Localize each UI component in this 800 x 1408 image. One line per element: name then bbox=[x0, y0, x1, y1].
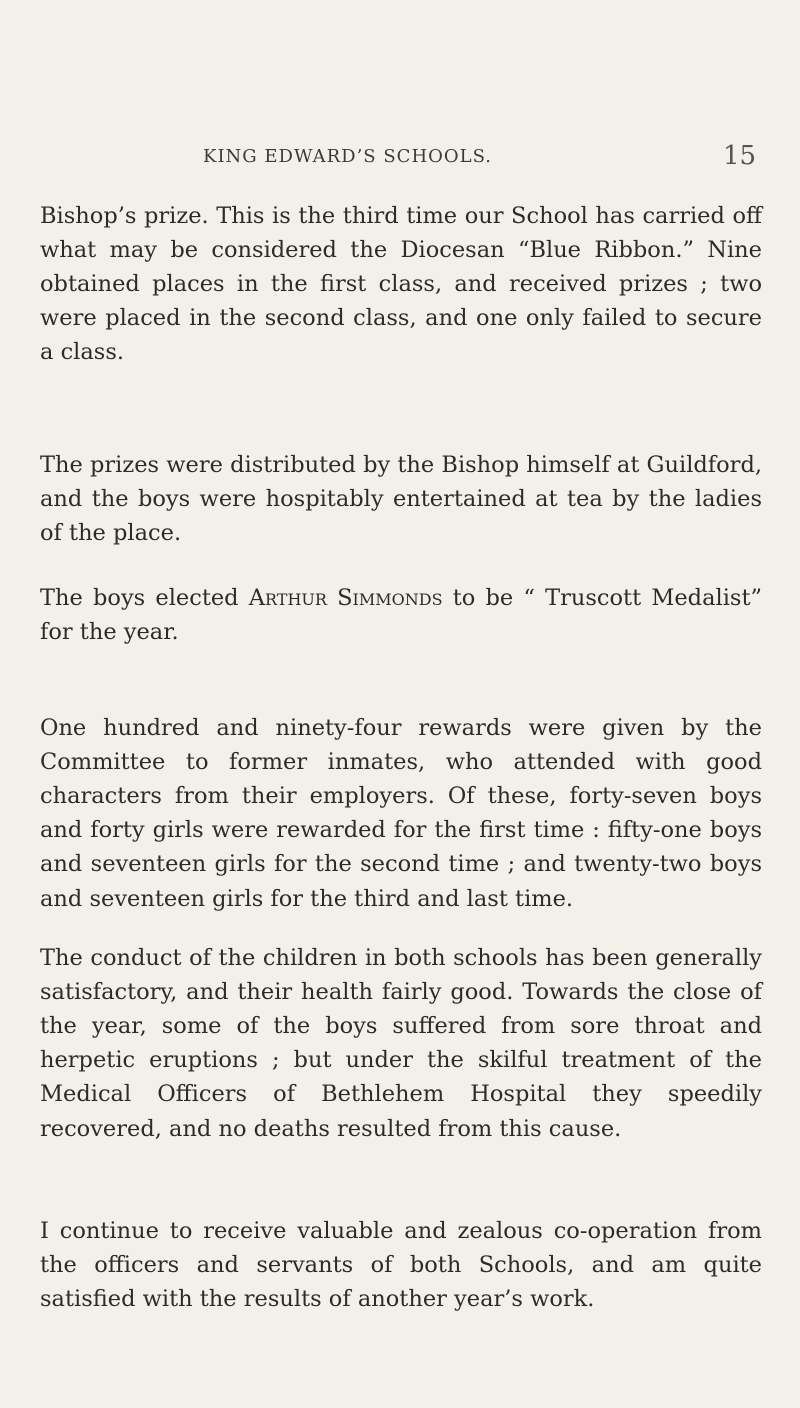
page-number: 15 bbox=[723, 141, 757, 171]
medalist-name: Arthur Simmonds bbox=[248, 584, 443, 611]
paragraph-3-end: to be “ Truscott Medalist” for the year. bbox=[40, 584, 762, 645]
paragraph-3 bbox=[40, 581, 762, 649]
paragraph-4: One hundred and ninety-four rewards were given by the Committee to former inmates, who attended with good characters from their employers. Of these, forty-seven boys and forty girls were rewarded for the first time : fifty-one boys and seventeen girls for the second time ; and twenty-two boys and seventeen girls for the third and last time. bbox=[40, 714, 762, 912]
paragraph-5: The conduct of the children in both schools has been generally satisfactory, and their health fairly good. Towards the close of the year, some of the boys suffered from sore throat and herpetic eruptions ; but under the skilful treatment of the Medical Officers of Bethlehem Hospital they speedily recovered, and no deaths resulted from this cause. bbox=[40, 944, 762, 1142]
paragraph-3-start: The boys elected bbox=[40, 584, 249, 611]
paragraph-1: Bishop’s prize. This is the third time our School has carried off what may be considered the Diocesan “Blue Ribbon.” Nine obtained places in the first class, and received prizes ; two were placed in the second class, and one only failed to secure a class. bbox=[40, 202, 762, 366]
paragraph-2: The prizes were distributed by the Bishop himself at Guildford, and the boys were hospitably entertained at tea by the ladies of the place. bbox=[40, 451, 762, 546]
paragraph-6: I continue to receive valuable and zealous co-operation from the officers and servants of both Schools, and am quite satisfied with the results of another year’s work. bbox=[40, 1217, 762, 1312]
running-header: KING EDWARD’S SCHOOLS. bbox=[203, 146, 493, 167]
